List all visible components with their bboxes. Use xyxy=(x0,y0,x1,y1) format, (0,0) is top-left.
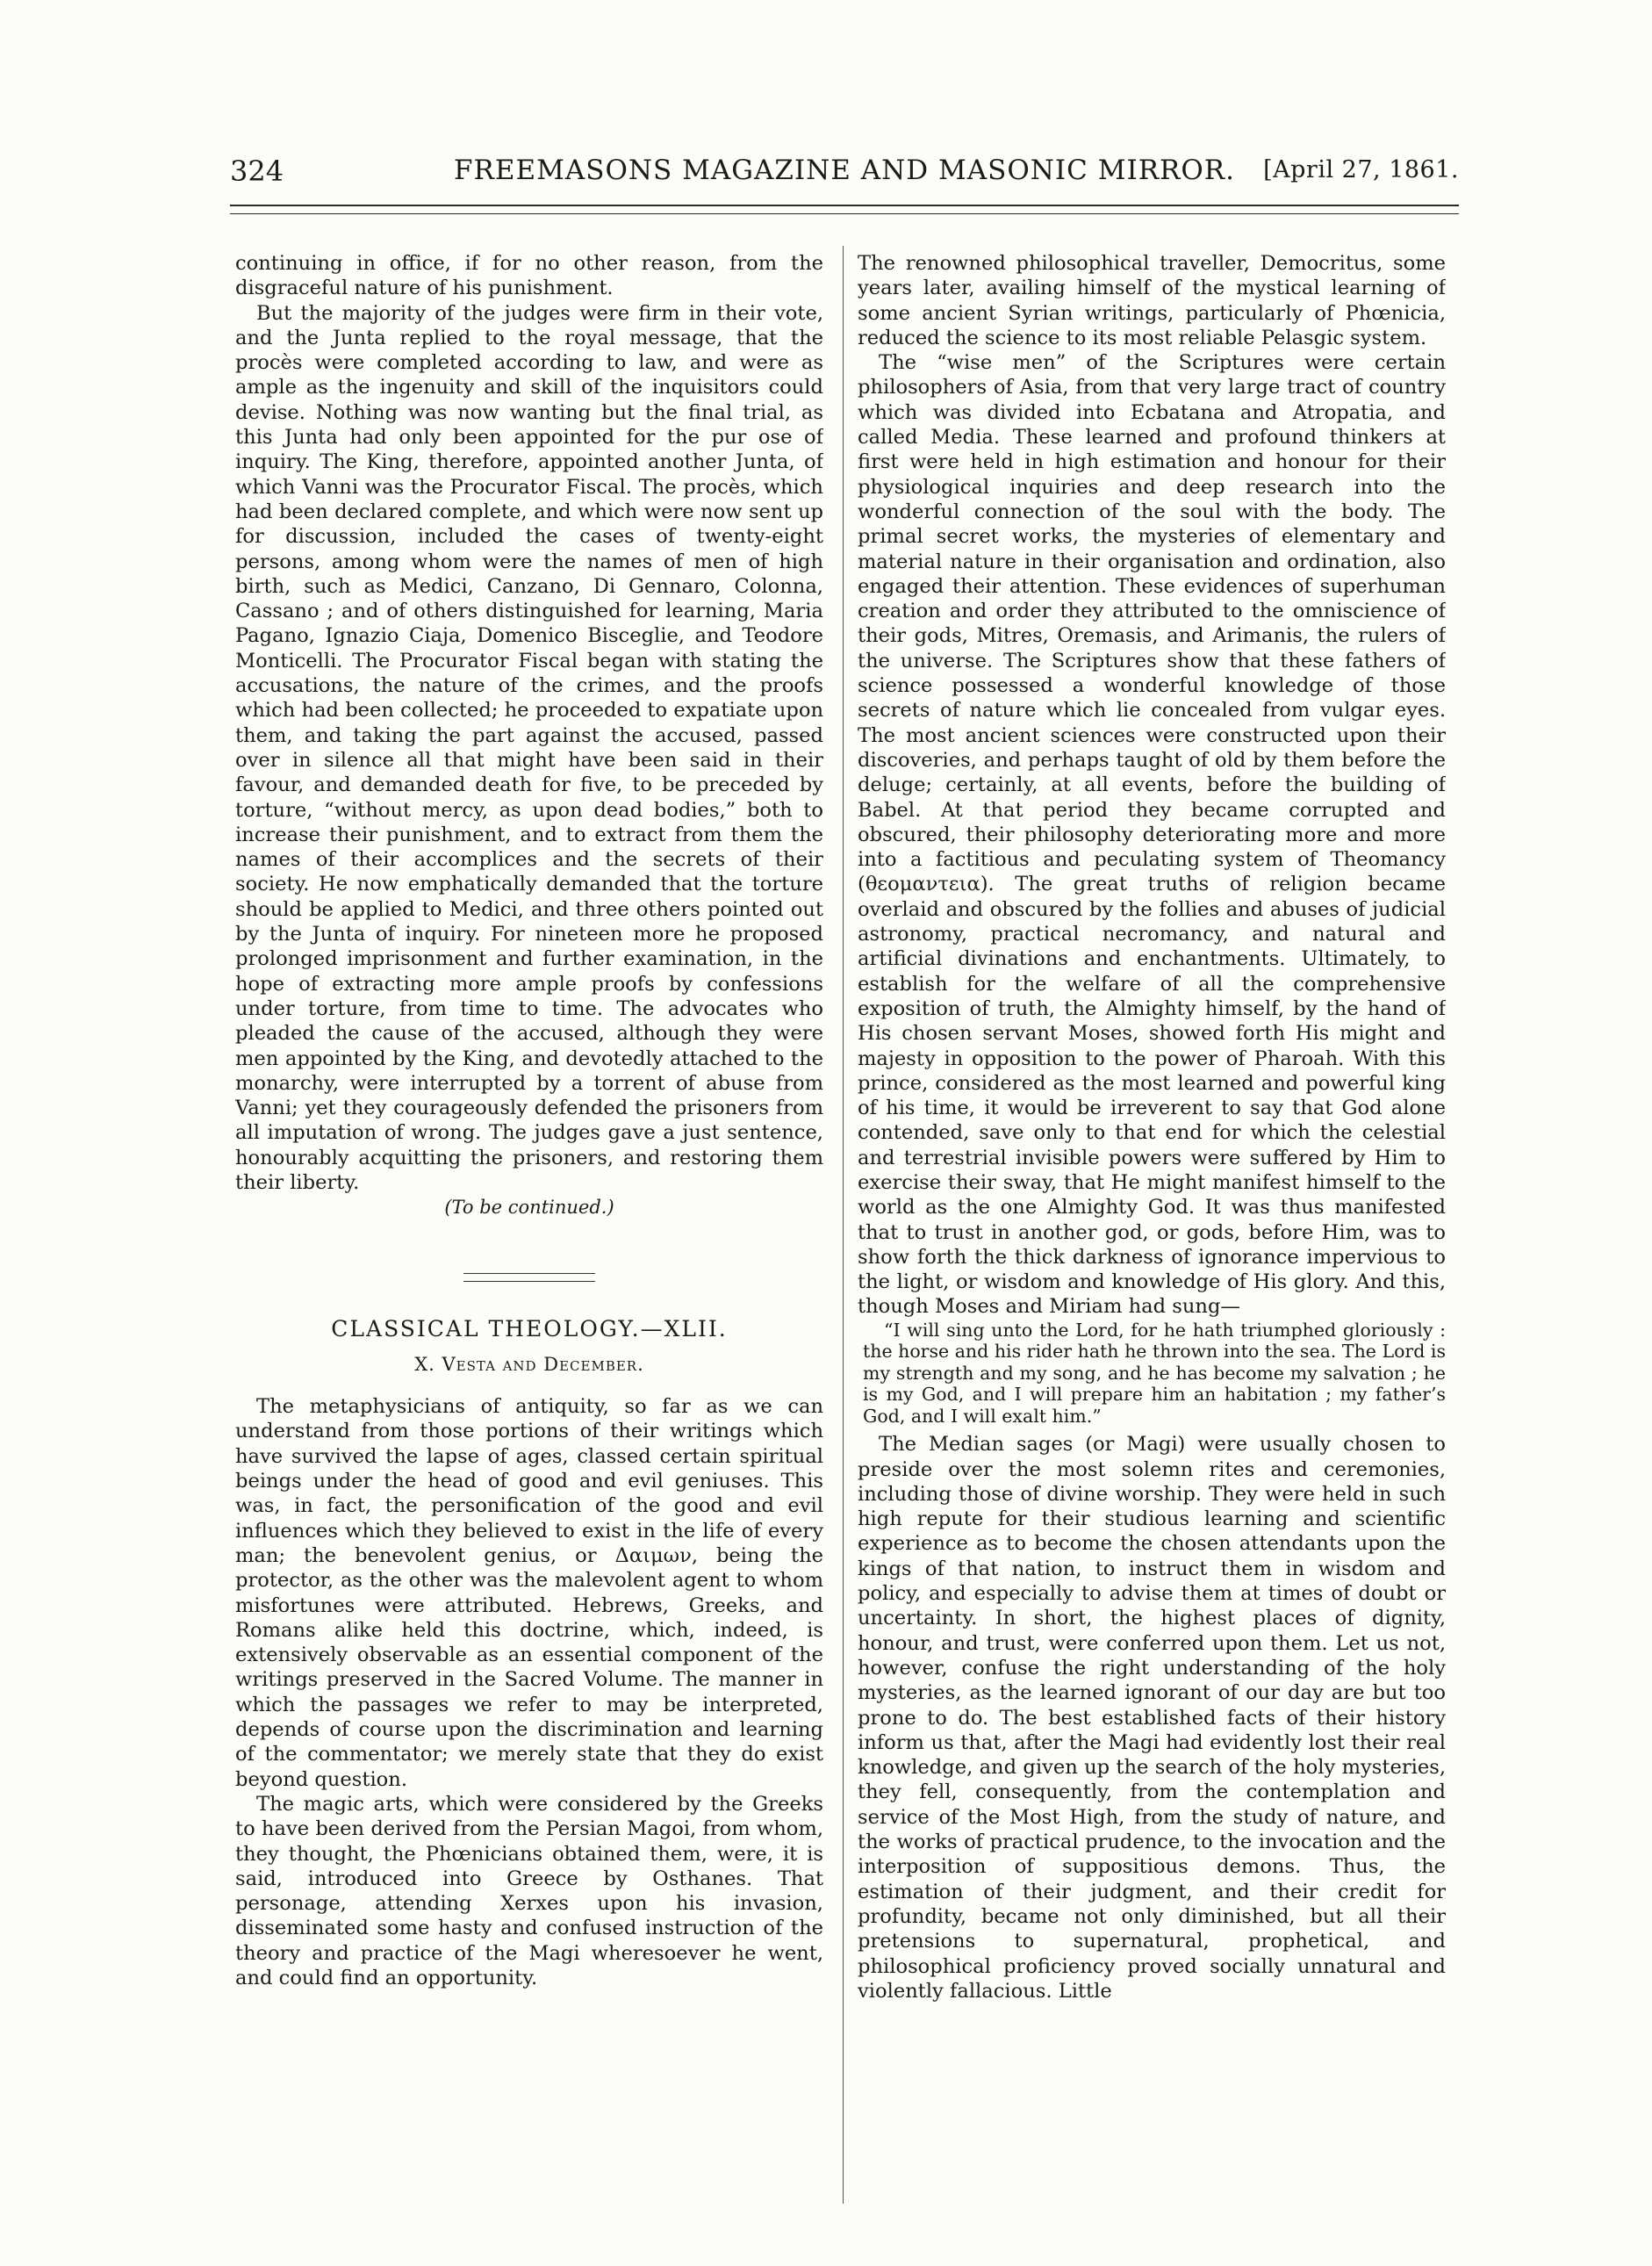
header-rule-thick xyxy=(230,205,1459,206)
article-paragraph: The Median sages (or Magi) were usually chosen to preside over the most solemn rites and ceremonies, including those of divine worship. They were held in such high repute for their studious learning and scientific experience as to become the chosen attendants upon the kings of that nation, to instruct them in wisdom and policy, and especially to advise them at times of doubt or uncertainty. In short, the highest places of dignity, honour, and trust, were conferred upon them. Let us not, however, confuse the right understanding of the holy mysteries, as the learned ignorant of our day are but too prone to do. The best established facts of their history inform us that, after the Magi had evidently lost their real knowledge, and given up the search of the holy mysteries, they fell, consequently, from the contemplation and service of the Most High, from the study of nature, and the works of practical prudence, to the invocation and the interposition of suppositious demons. Thus, the estimation of their judgment, and their credit for profundity, became not only diminished, but all their pretensions to supernatural, prophetical, and philosophical proficiency proved socially unnatural and violently fallacious. Little xyxy=(858,1433,1446,2003)
article-paragraph: But the majority of the judges were firm in their vote, and the Junta replied to the royal message, that the procès were completed according to law, and were as ample as the ingenuity and skill of the inquisitors could devise. Nothing was now wanting but the final trial, as this Junta had only been appointed for the pur ose of inquiry. The King, therefore, appointed another Junta, of which Vanni was the Procurator Fiscal. The procès, which had been declared complete, and which were now sent up for discussion, included the cases of twenty-eight persons, among whom were the names of men of high birth, such as Medici, Canzano, Di Gennaro, Colonna, Cassano ; and of others distinguished for learning, Maria Pagano, Ignazio Ciaja, Domenico Bisceglie, and Teodore Monticelli. The Procurator Fiscal began with stating the accusations, the nature of the crimes, and the proofs which had been collected; he proceeded to expatiate upon them, and taking the part against the accused, passed over in silence all that might have been said in their favour, and demanded death for five, to be preceded by torture, “without mercy, as upon dead bodies,” both to increase their punishment, and to extract from them the names of their accomplices and the secrets of their society. He now emphatically demanded that the torture should be applied to Medici, and three others pointed out by the Junta of inquiry. For nineteen more he proposed prolonged imprisonment and further examination, in the hope of extracting more ample proofs by confessions under torture, from time to time. The advocates who pleaded the cause of the accused, although they were men appointed by the King, and devotedly attached to the monarchy, were interrupted by a torrent of abuse from Vanni; yet they courageously defended the prisoners from all imputation of wrong. The judges gave a just sentence, honourably acquitting the prisoners, and restoring them their liberty. xyxy=(235,301,823,1194)
section-separator xyxy=(463,1273,595,1282)
article-paragraph: The renowned philosophical traveller, Democritus, some years later, availing himself of the mystical learning of some ancient Syrian writings, particularly of Phœnicia, reduced the science to its most reliable Pelasgic system. xyxy=(858,252,1446,349)
section-title: CLASSICAL THEOLOGY.—XLII. xyxy=(331,1315,728,1342)
section-paragraph: The metaphysicians of antiquity, so far as we can understand from those portions of their writings which have survived the lapse of ages, classed certain spiritual beings under the head of good and evil geniuses. This was, in fact, the personification of the good and evil influences which they believed to exist in the life of every man; the benevolent genius, or Δαιμων, being the protector, as the other was the malevolent agent to whom misfortunes were attributed. Hebrews, Greeks, and Romans alike held this doctrine, which, indeed, is extensively observable as an essential component of the writings preserved in the Sacred Volume. The manner in which the passages we refer to may be interpreted, depends of course upon the discrimination and learning of the commentator; we merely state that they do exist beyond question. xyxy=(235,1395,823,1791)
section-paragraph: The magic arts, which were considered by the Greeks to have been derived from the Persian Magoi, from whom, they thought, the Phœnicians obtained them, were, it is said, introduced into Greece by Osthanes. That personage, attending Xerxes upon his invasion, disseminated some hasty and confused instruction of the theory and practice of the Magi wheresoever he went, and could find an opportunity. xyxy=(235,1792,823,1989)
article-paragraph: The “wise men” of the Scriptures were certain philosophers of Asia, from that very large tract of country which was divided into Ecbatana and Atropatia, and called Media. These learned and profound thinkers at first were held in high estimation and honour for their physiological inquiries and deep research into the wonderful connection of the soul with the body. The primal secret works, the mysteries of elementary and material nature in their organisation and ordination, also engaged their attention. These evidences of superhuman creation and order they attributed to the omniscience of their gods, Mitres, Oremasis, and Arimanis, the rulers of the universe. The Scriptures show that these fathers of science possessed a wonderful knowledge of those secrets of nature which lie concealed from vulgar eyes. The most ancient sciences were constructed upon their discoveries, and perhaps taught of old by them before the deluge; certainly, at all events, before the building of Babel. At that period they became corrupted and obscured, their philosophy deteriorating more and more into a factitious and peculating system of Theomancy (θεομαντεια). The great truths of religion became overlaid and obscured by the follies and abuses of judicial astronomy, practical necromancy, and natural and artificial divinations and enchantments. Ultimately, to establish for the welfare of all the comprehensive exposition of truth, the Almighty himself, by the hand of His chosen servant Moses, showed forth His might and majesty in opposition to the power of Pharoah. With this prince, considered as the most learned and powerful king of his time, it would be irreverent to say that God alone contended, save only to that end for which the celestial and terrestrial invisible powers were suffered by Him to exercise their sway, that He might manifest himself to the world as the one Almighty God. It was thus manifested that to trust in another god, or gods, before Him, was to show forth the thick darkness of ignorance impervious to the light, or wisdom and knowledge of His glory. And this, though Moses and Miriam had sung— xyxy=(858,351,1446,1319)
page-number: 324 xyxy=(230,155,284,188)
header-rule-thin xyxy=(230,213,1459,214)
right-column xyxy=(858,251,1446,2205)
scripture-quote-block xyxy=(858,1320,1446,1428)
page-header xyxy=(230,155,1459,198)
left-column xyxy=(235,251,823,2205)
article-paragraph: continuing in office, if for no other reason, from the disgraceful nature of his punishment. xyxy=(235,252,823,300)
section-subtitle: X. Vesta and December. xyxy=(414,1353,644,1375)
issue-date: [April 27, 1861. xyxy=(1263,156,1459,183)
to-be-continued-note: (To be continued.) xyxy=(444,1197,614,1219)
scripture-quote: “I will sing unto the Lord, for he hath triumphed gloriously : the horse and his rider hath he thrown into the sea. The Lord is my strength and my song, and he has become my salvation ; he is my God, and I will prepare him an habitation ; my father’s God, and I will exalt him.” xyxy=(863,1319,1446,1427)
column-divider xyxy=(843,246,844,2204)
journal-title: FREEMASONS MAGAZINE AND MASONIC MIRROR. xyxy=(453,155,1235,186)
